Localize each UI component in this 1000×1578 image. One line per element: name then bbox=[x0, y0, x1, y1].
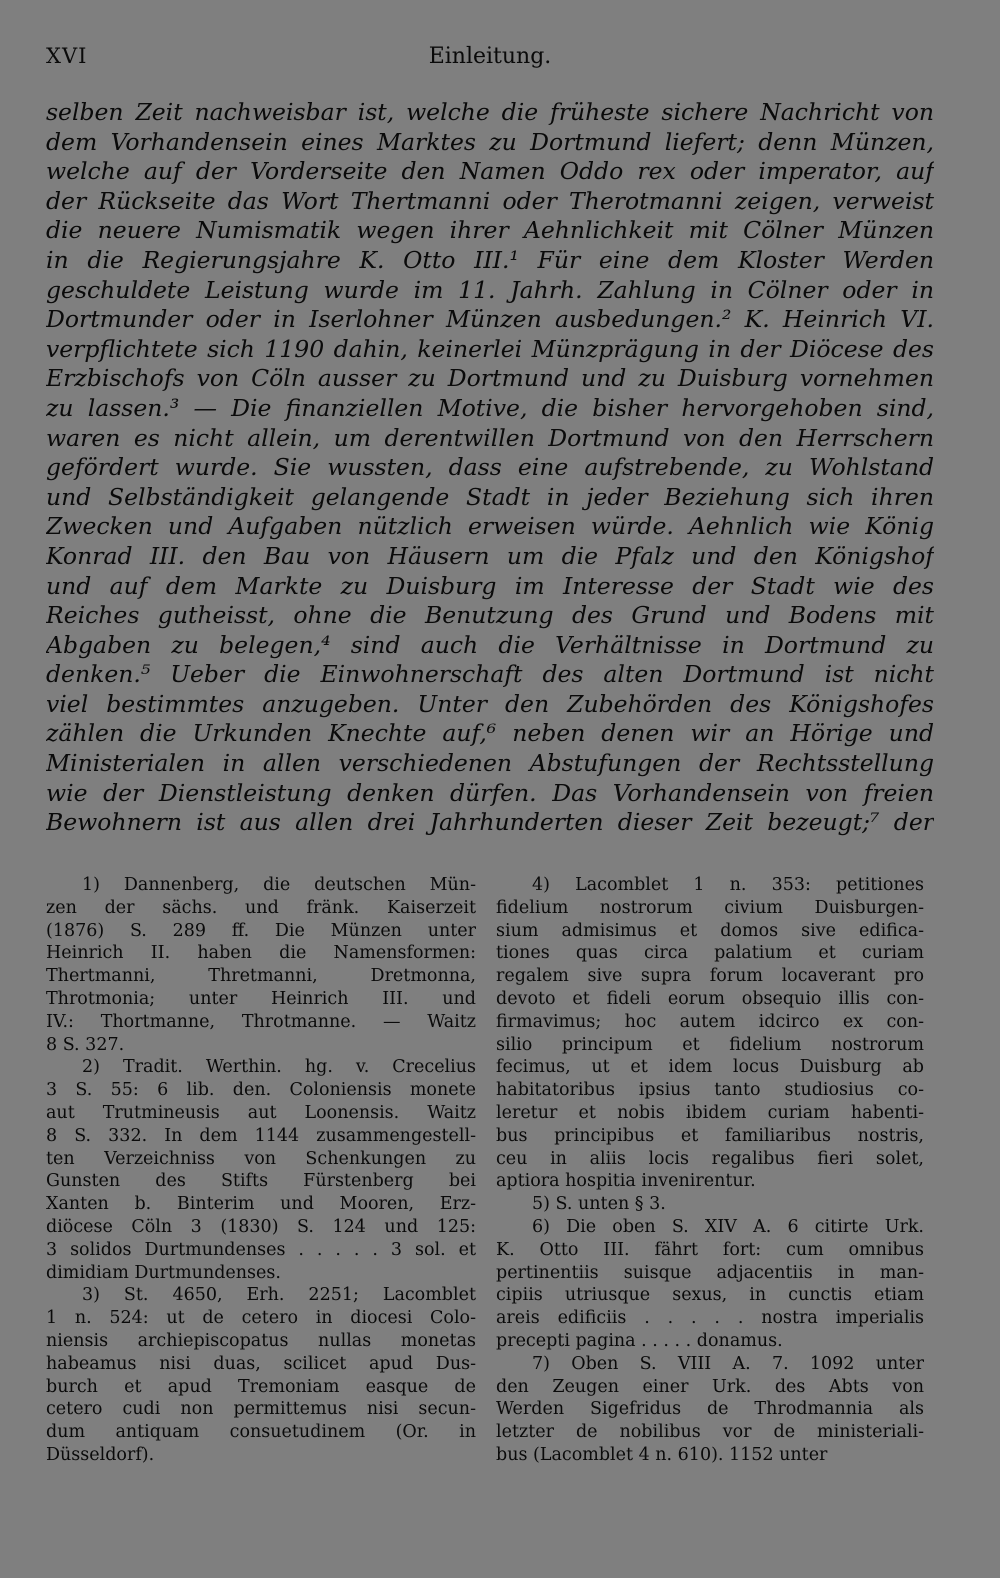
main-text-line: Abgaben zu belegen,⁴ sind auch die Verhältnisse in Dortmund zu bbox=[46, 630, 934, 659]
footnote-line: 8 S. 332. In dem 1144 zusammengestell- bbox=[46, 1125, 476, 1146]
main-text-line: Erzbischofs von Cöln ausser zu Dortmund und zu Duisburg vornehmen bbox=[46, 364, 934, 393]
footnote-line: 3 S. 55: 6 lib. den. Coloniensis monete bbox=[46, 1080, 476, 1101]
footnote-line: (1876) S. 289 ff. Die Münzen unter bbox=[46, 920, 476, 941]
main-text-line: Reiches gutheisst, ohne die Benutzung des Grund und Bodens mit bbox=[46, 601, 934, 630]
footnote-line: ten Verzeichniss von Schenkungen zu bbox=[46, 1148, 476, 1169]
main-text-line: und Selbständigkeit gelangende Stadt in jeder Beziehung sich ihren bbox=[46, 482, 934, 511]
footnote-line: diöcese Cöln 3 (1830) S. 124 und 125: bbox=[46, 1216, 476, 1237]
footnote-line: areis edificiis . . . . . nostra imperialis bbox=[496, 1308, 924, 1329]
main-text-line: zu lassen.³ — Die finanziellen Motive, die bisher hervorgehoben sind, bbox=[46, 393, 934, 422]
footnote-line: fecimus, ut et idem locus Duisburg ab bbox=[496, 1057, 924, 1078]
footnote-line: aut Trutmineusis aut Loonensis. Waitz bbox=[46, 1102, 476, 1123]
page-header bbox=[46, 44, 934, 80]
page-number: XVI bbox=[46, 44, 88, 68]
footnote-line: dum antiquam consuetudinem (Or. in bbox=[46, 1422, 476, 1443]
footnote-line: K. Otto III. fährt fort: cum omnibus bbox=[496, 1239, 924, 1260]
footnote-line: Heinrich II. haben die Namensformen: bbox=[46, 943, 476, 964]
footnote-line: den Zeugen einer Urk. des Abts von bbox=[496, 1376, 924, 1397]
footnote-line: leretur et nobis ibidem curiam habenti- bbox=[496, 1102, 924, 1123]
footnote-line: ceu in aliis locis regalibus fieri solet, bbox=[496, 1148, 924, 1169]
footnote-line: burch et apud Tremoniam easque de bbox=[46, 1376, 476, 1397]
main-text-line: selben Zeit nachweisbar ist, welche die früheste sichere Nachricht von bbox=[46, 98, 934, 126]
main-text bbox=[46, 98, 934, 838]
footnote-line: bus principibus et familiaribus nostris, bbox=[496, 1125, 924, 1146]
footnote-line: Werden Sigefridus de Throdmannia als bbox=[496, 1399, 924, 1420]
main-text-line: gefördert wurde. Sie wussten, dass eine aufstrebende, zu Wohlstand bbox=[46, 453, 934, 482]
footnote-line: 5) S. unten § 3. bbox=[532, 1194, 666, 1215]
main-text-line: geschuldete Leistung wurde im 11. Jahrh. Zahlung in Cölner oder in bbox=[46, 275, 934, 304]
footnote-line: aptiora hospitia invenirentur. bbox=[496, 1171, 756, 1192]
footnote-line: Düsseldorf). bbox=[46, 1444, 155, 1465]
footnote-line: regalem sive supra forum locaverant pro bbox=[496, 966, 924, 987]
footnotes-left-column bbox=[46, 874, 476, 1467]
footnote-line: pertinentiis suisque adjacentiis in man- bbox=[496, 1262, 924, 1283]
footnote-line: fidelium nostrorum civium Duisburgen- bbox=[496, 897, 924, 918]
footnote-line: dimidiam Durtmundenses. bbox=[46, 1262, 281, 1283]
footnote-line: 3) St. 4650, Erh. 2251; Lacomblet bbox=[82, 1285, 476, 1306]
main-text-line: verpflichtete sich 1190 dahin, keinerlei Münzprägung in der Diöcese des bbox=[46, 334, 934, 363]
footnote-line: letzter de nobilibus vor de ministeriali- bbox=[496, 1422, 924, 1443]
main-text-line: viel bestimmtes anzugeben. Unter den Zubehörden des Königshofes bbox=[46, 689, 934, 718]
main-text-line: denken.⁵ Ueber die Einwohnerschaft des alten Dortmund ist nicht bbox=[46, 660, 934, 689]
main-text-line: Zwecken und Aufgaben nützlich erweisen würde. Aehnlich wie König bbox=[46, 512, 934, 541]
footnote-line: habitatoribus ipsius tanto studiosius co- bbox=[496, 1080, 924, 1101]
footnote-line: bus (Lacomblet 4 n. 610). 1152 unter bbox=[496, 1444, 828, 1465]
footnote-line: firmavimus; hoc autem idcirco ex con- bbox=[496, 1011, 924, 1032]
main-text-line: der Rückseite das Wort Thertmanni oder Therotmanni zeigen, verweist bbox=[46, 186, 934, 215]
footnote-line: 6) Die oben S. XIV A. 6 citirte Urk. bbox=[532, 1216, 924, 1237]
footnote-line: cipiis utriusque sexus, in cunctis etiam bbox=[496, 1285, 924, 1306]
main-text-line: waren es nicht allein, um derentwillen Dortmund von den Herrschern bbox=[46, 423, 934, 452]
footnote-line: tiones quas circa palatium et curiam bbox=[496, 943, 924, 964]
footnote-line: 8 S. 327. bbox=[46, 1034, 125, 1055]
footnote-line: habeamus nisi duas, scilicet apud Dus- bbox=[46, 1353, 476, 1374]
main-text-line: Bewohnern ist aus allen drei Jahrhunderten dieser Zeit bezeugt;⁷ der bbox=[46, 808, 934, 837]
footnote-line: sium admisimus et domos sive edifica- bbox=[496, 920, 924, 941]
footnote-line: devoto et fideli eorum obsequio illis con- bbox=[496, 988, 924, 1009]
footnote-line: IV.: Thortmanne, Throtmanne. — Waitz bbox=[46, 1011, 476, 1032]
footnote-line: silio principum et fidelium nostrorum bbox=[496, 1034, 924, 1055]
footnote-line: 4) Lacomblet 1 n. 353: petitiones bbox=[532, 875, 924, 895]
footnote-line: zen der sächs. und fränk. Kaiserzeit bbox=[46, 897, 476, 918]
main-text-line: welche auf der Vorderseite den Namen Oddo rex oder imperator, auf bbox=[46, 157, 934, 186]
footnote-line: cetero cudi non permittemus nisi secun- bbox=[46, 1399, 476, 1420]
footnote-line: 1) Dannenberg, die deutschen Mün- bbox=[82, 875, 476, 895]
main-text-line: Dortmunder oder in Iserlohner Münzen ausbedungen.² K. Heinrich VI. bbox=[46, 305, 934, 334]
footnote-line: Gunsten des Stifts Fürstenberg bei bbox=[46, 1171, 476, 1192]
footnote-line: precepti pagina . . . . . donamus. bbox=[496, 1330, 783, 1351]
footnote-line: 7) Oben S. VIII A. 7. 1092 unter bbox=[532, 1353, 924, 1374]
main-text-line: dem Vorhandensein eines Marktes zu Dortmund liefert; denn Münzen, bbox=[46, 127, 934, 156]
main-text-line: und auf dem Markte zu Duisburg im Interesse der Stadt wie des bbox=[46, 571, 934, 600]
main-text-line: wie der Dienstleistung denken dürfen. Das Vorhandensein von freien bbox=[46, 778, 934, 807]
footnote-line: Xanten b. Binterim und Mooren, Erz- bbox=[46, 1194, 476, 1215]
main-text-line: Ministerialen in allen verschiedenen Abstufungen der Rechtsstellung bbox=[46, 749, 934, 778]
footnote-line: 3 solidos Durtmundenses . . . . . 3 sol. et bbox=[46, 1239, 476, 1260]
footnote-line: Thertmanni, Thretmanni, Dretmonna, bbox=[46, 966, 476, 987]
footnote-line: 1 n. 524: ut de cetero in diocesi Colo- bbox=[46, 1308, 476, 1329]
footnote-line: Throtmonia; unter Heinrich III. und bbox=[46, 988, 476, 1009]
footnotes-right-column bbox=[496, 874, 924, 1467]
footnote-line: 2) Tradit. Werthin. hg. v. Crecelius bbox=[82, 1057, 476, 1078]
main-text-line: in die Regierungsjahre K. Otto III.¹ Für eine dem Kloster Werden bbox=[46, 245, 934, 274]
main-text-line: die neuere Numismatik wegen ihrer Aehnlichkeit mit Cölner Münzen bbox=[46, 216, 934, 245]
running-title: Einleitung. bbox=[428, 44, 552, 69]
main-text-line: zählen die Urkunden Knechte auf,⁶ neben denen wir an Hörige und bbox=[46, 719, 934, 748]
footnote-line: niensis archiepiscopatus nullas monetas bbox=[46, 1330, 476, 1351]
main-text-line: Konrad III. den Bau von Häusern um die Pfalz und den Königshof bbox=[46, 541, 934, 570]
